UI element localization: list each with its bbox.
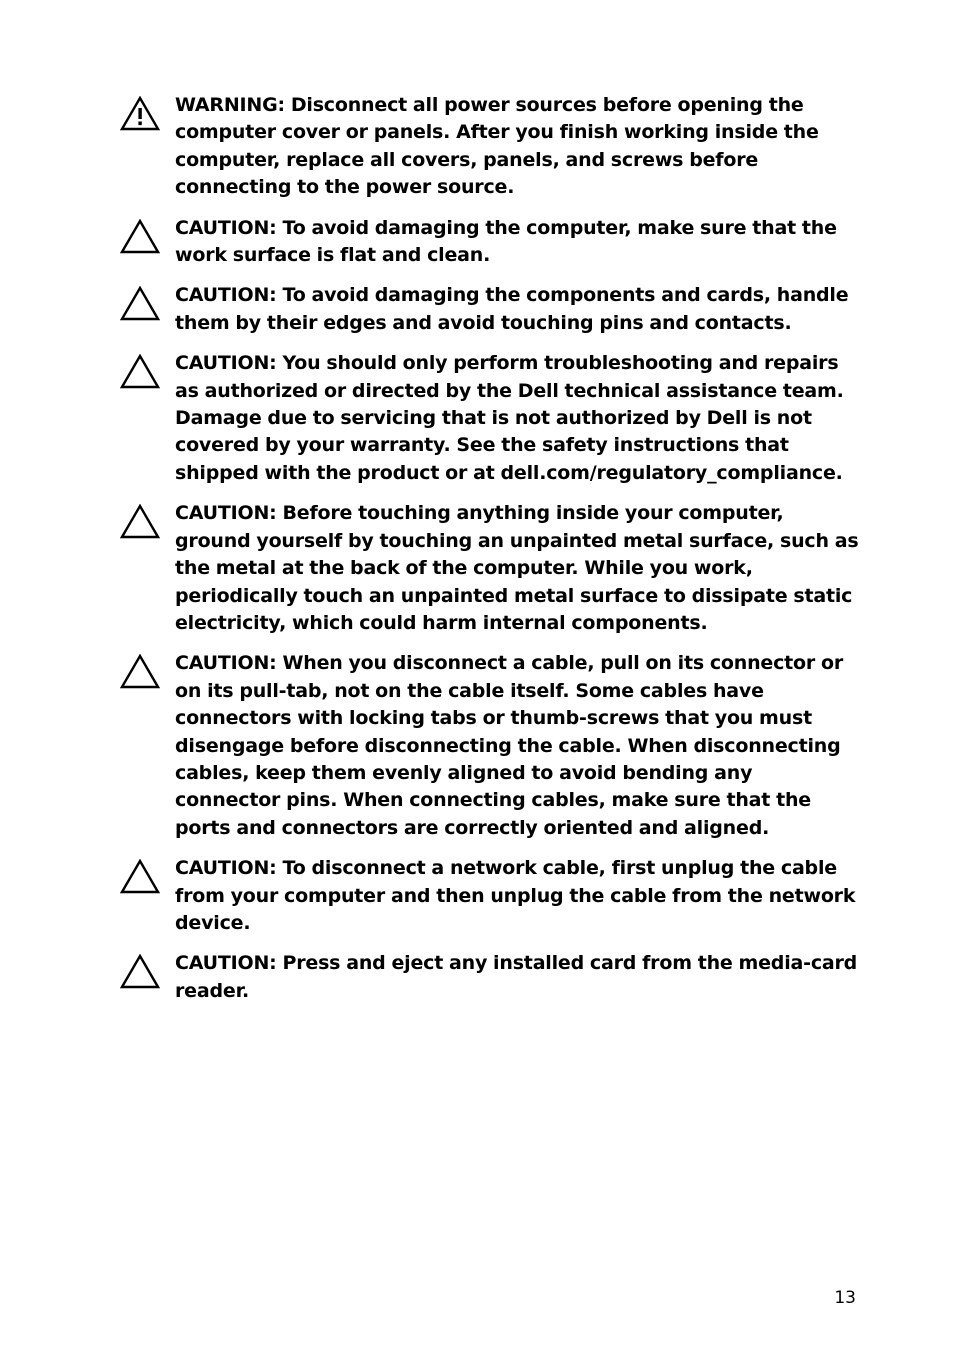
caution-triangle-icon [120,654,160,690]
caution-triangle-icon [120,504,160,540]
safety-notices [120,92,860,1018]
warning-notice [120,92,860,202]
caution-triangle-icon [120,354,160,390]
page-number: 13 [834,1288,856,1308]
caution-text: CAUTION: Before touching anything inside your computer, ground yourself by touching an unpainted metal surface, such as the metal at the back of the computer. While you work, periodically touch an unpainted metal surface to dissipate static electricity, which could harm internal components. [175,502,859,634]
caution-text: CAUTION: You should only perform troubleshooting and repairs as authorized or directed by the Dell technical assistance team. Damage due to servicing that is not authorized by Dell is not covered by your warranty. See the safety instructions that shipped with the product or at dell.com/regulatory_compliance. [175,352,844,484]
caution-triangle-icon [120,859,160,895]
caution-notice [120,282,860,337]
caution-text: CAUTION: Press and eject any installed card from the media-card reader. [175,952,858,1002]
caution-text: CAUTION: To disconnect a network cable, first unplug the cable from your computer and then unplug the cable from the network device. [175,857,856,934]
caution-notice [120,500,860,637]
caution-triangle-icon [120,286,160,322]
caution-text: CAUTION: To avoid damaging the computer, make sure that the work surface is flat and clean. [175,216,837,267]
caution-notice [120,650,860,842]
caution-text: CAUTION: When you disconnect a cable, pull on its connector or on its pull-tab, not on the cable itself. Some cables have connectors with locking tabs or thumb-screws that you must disengage before disconnecting the cable. When disconnecting cables, keep them evenly aligned to avoid bending any connector pins. When connecting cables, make sure that the ports and connectors are correctly oriented and aligned. [175,652,844,839]
caution-notice [120,855,860,937]
caution-notice [120,215,860,270]
warning-exclamation-triangle-icon [120,96,160,132]
caution-notice [120,950,860,1005]
caution-triangle-icon [120,954,160,990]
warning-text: WARNING: Disconnect all power sources before opening the computer cover or panels. After you finish working inside the computer, replace all covers, panels, and screws before connecting to the power source. [175,94,819,199]
caution-notice [120,350,860,487]
caution-text: CAUTION: To avoid damaging the components and cards, handle them by their edges and avoid touching pins and contacts. [175,284,849,334]
caution-triangle-icon [120,219,160,255]
